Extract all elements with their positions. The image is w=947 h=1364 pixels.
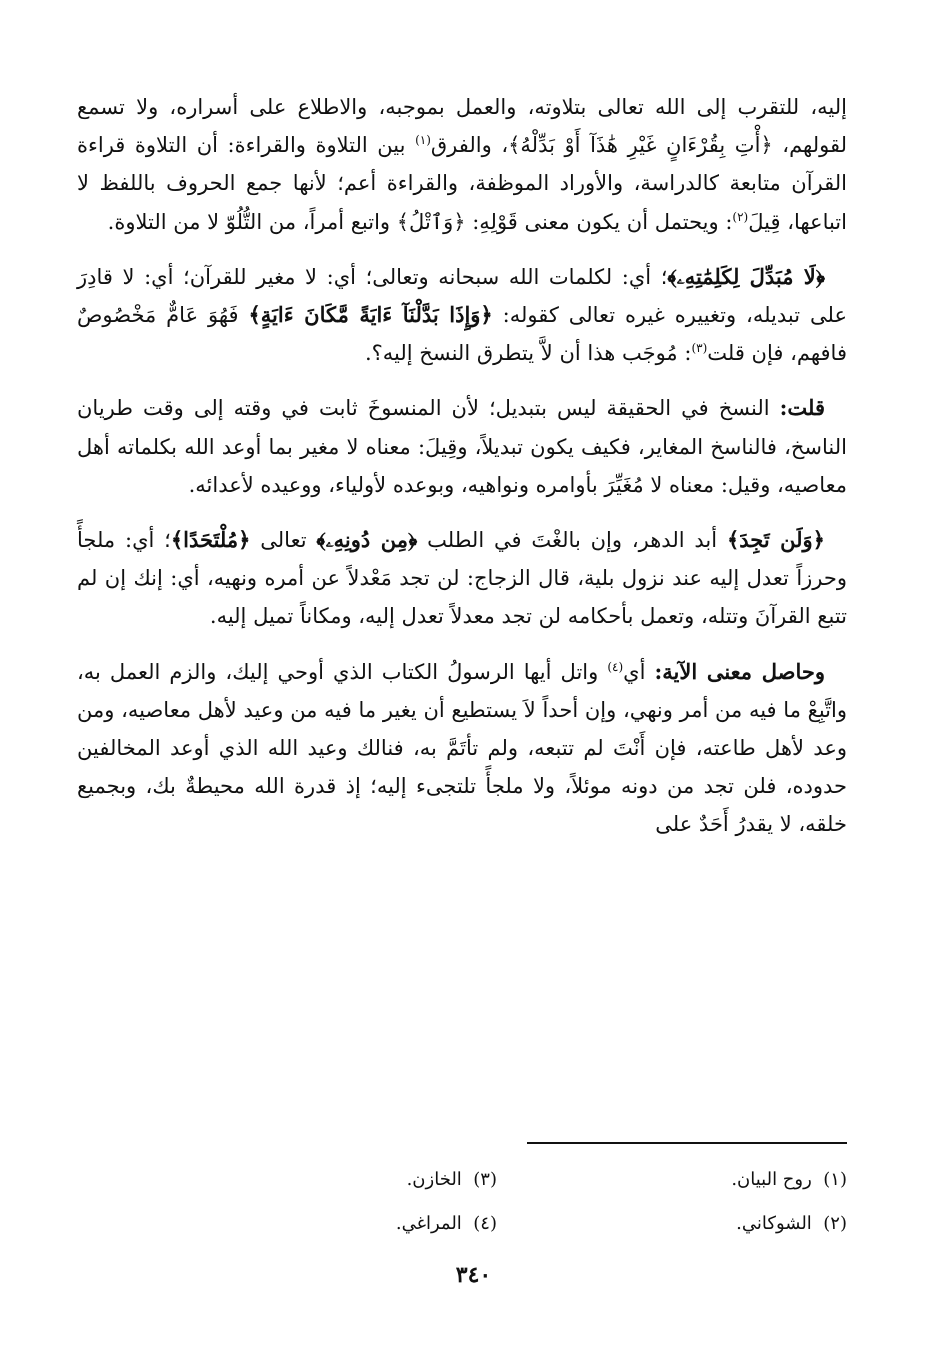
paragraph-4: ﴿وَلَن تَجِدَ﴾ أبد الدهر، وإن بالغْتَ في الطلب ﴿مِن دُونِهِۦ﴾ تعالى ﴿مُلْتَحَدًا﴾؛ أي: ملجأً وحرزاً تعدل إليه عند نزول بلية، قال الزجاج: لن تجد مَعْدلاً عن أمره ونهيه، أي: إنك إن لم تتبع القرآنَ وتتله، وتعمل بأحكامه لن تجد معدلاً تعدل إليه، ومكاناً تميل إليه. (77, 527, 847, 629)
paragraph-lead: قلت: (779, 395, 825, 421)
footnote-ref-4: (٤) (607, 659, 624, 674)
paragraph-5: وحاصل معنى الآية: أي$^{(٤)}$ واتل أيها الرسولُ الكتاب الذي أوحي إليك، والزم العمل به، واتَّبِعْ ما فيه من أمر ونهي، وإن أحداً لاَ يستطيع أن يغير ما فيه من وعيد لأهل معاصيه، ومن وعد لأهل طاعته، فإن أَنْتَ لم تتبعه، ولم تأتَمَّ به، فنالك وعيد الله الذي أوعد المخالفين حدوده، فلن تجد من دونه موئلاً، ولا ملجأً تلتجىء إليه؛ إذ قدرة الله محيطةٌ بك، وبجميع خلقه، لا يقدرُ أَحَدٌ على (77, 658, 847, 837)
quran-quote: ﴿وَلَن تَجِدَ﴾ (726, 527, 825, 553)
page-number: ٣٤٠ (455, 1262, 492, 1288)
quran-quote: ﴿مِن دُونِهِۦ﴾ (316, 527, 418, 553)
footnote-ref-2: (٢) (732, 209, 749, 224)
paragraph-2: ﴿لَا مُبَدِّلَ لِكَلِمَٰتِهِۦ﴾؛ أي: لكلمات الله سبحانه وتعالى؛ أي: لا مغير للقرآن؛ أي: لا قادِرَ على تبديله، وتغييره غيره تعالى كقوله: ﴿وَإِذَا بَدَّلْنَآ ءَايَةً مَّكَانَ ءَايَةٍ﴾ فَهُوَ عَامٌّ مَخْصُوصٌ فافهم، فإن قلت$^{(٣)}$: مُوجَب هذا أن لاَّ يتطرق النسخ إليه؟. (77, 263, 847, 366)
quran-quote: ﴿مُلْتَحَدًا﴾ (170, 527, 251, 553)
footnote-ref-1: (١) (415, 133, 431, 148)
quran-quote: ﴿لَا مُبَدِّلَ لِكَلِمَٰتِهِۦ﴾ (667, 263, 825, 289)
footnote-ref-3: (٣) (691, 341, 708, 356)
footnotes (147, 1158, 847, 1246)
footnote-row (147, 1158, 847, 1202)
paragraph-lead: وحاصل معنى الآية: (654, 658, 826, 684)
main-text (77, 88, 847, 861)
footnote-3: (٣) الخازن. (406, 1169, 497, 1190)
paragraph-3: قلت: النسخ في الحقيقة ليس بتبديل؛ لأن المنسوخَ ثابت في وقته إلى وقت طريان الناسخ، فالناسخ المغاير، فكيف يكون تبديلاً، وقِيلَ: معناه لا مغير بما أوعد الله بكلماته أهل معاصيه، وقيل: معناه لا مُغَيِّرَ بأوامره ونواهيه، وبوعده لأولياء، ووعيده لأعدائه. (77, 395, 847, 497)
footnote-1: (١) روح البيان. (731, 1169, 847, 1190)
quran-quote: ﴿وَإِذَا بَدَّلْنَآ ءَايَةً مَّكَانَ ءَايَةٍ﴾ (248, 302, 493, 328)
footnote-2: (٢) الشوكاني. (736, 1213, 847, 1234)
paragraph-1: إليه، للتقرب إلى الله تعالى بتلاوته، والعمل بموجبه، والاطلاع على أسراره، ولا تسمع لقولهم، ﴿أْتِ بِقُرْءَانٍ غَيْرِ هَٰذَآ أَوْ بَدِّلْهُ﴾، والفرق$^{(١)}$ بين التلاوة والقراءة: أن التلاوة قراءة القرآن متابعة كالدراسة، والأوراد الموظفة، والقراءة أعم؛ لأنها جمع الحروف باللفظ لا اتباعها، قِيلَ$^{(٢)}$: ويحتمل أن يكون معنى قَوْلِهِ: ﴿وَٱتْلُ﴾ واتبع أمراً، من التُّلُوّ لا من التلاوة. (77, 95, 848, 234)
footnote-divider (527, 1142, 847, 1144)
footnote-4: (٤) المراغي. (395, 1213, 497, 1234)
footnote-row (147, 1202, 847, 1246)
